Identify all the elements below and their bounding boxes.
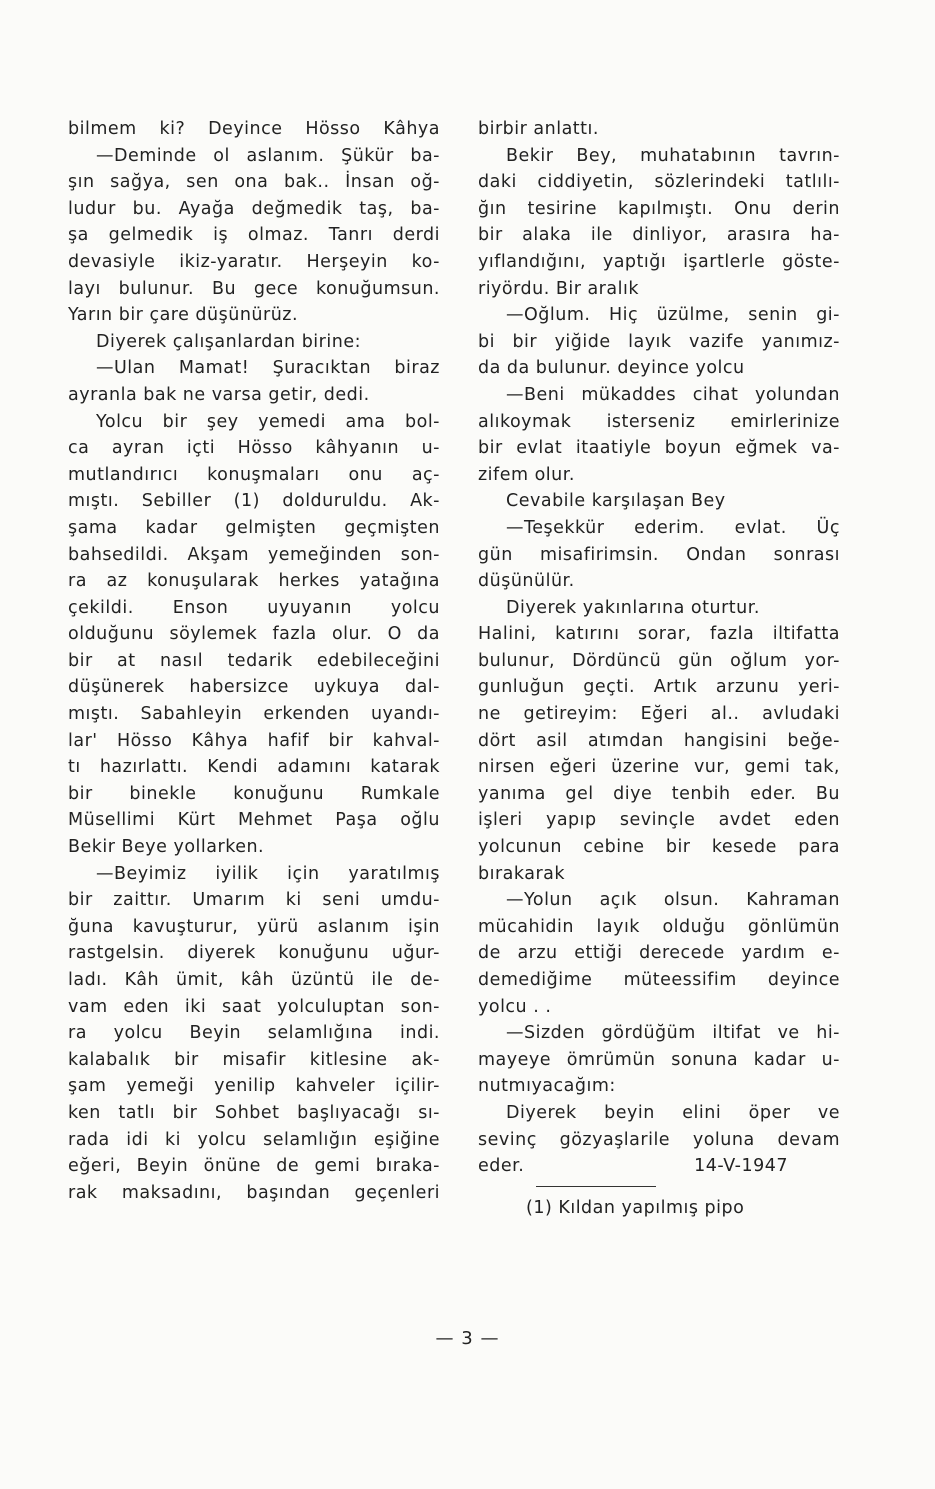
- left-line: rada idi ki yolcu selamlığın eşiğine: [68, 1129, 440, 1150]
- right-line: Bekir Bey, muhatabının tavrın-: [506, 145, 840, 166]
- right-line: —Oğlum. Hiç üzülme, senin gi-: [506, 305, 840, 326]
- left-line: şama kadar gelmişten geçmişten: [68, 517, 440, 538]
- left-line: Bekir Beye yollarken.: [68, 837, 265, 858]
- right-line: Halini, katırını sorar, fazla iltifatta: [478, 624, 840, 645]
- left-line: rak maksadını, başından geçenleri: [68, 1182, 440, 1203]
- left-line: Yarın bir çare düşünürüz.: [68, 305, 299, 326]
- right-line: Cevabile karşılaşan Bey: [506, 491, 726, 512]
- left-line: kalabalık bir misafir kitlesine ak-: [68, 1049, 440, 1070]
- right-line: bi bir yiğide layık vazife yanımız-: [478, 331, 840, 352]
- left-line: ra yolcu Beyin selamlığına indi.: [68, 1023, 440, 1044]
- right-line: gunluğun geçti. Artık arzunu yeri-: [478, 677, 840, 698]
- right-line: işleri yapıp sevinçle avdet eden: [478, 810, 840, 831]
- closing-word: eder.: [478, 1156, 525, 1177]
- right-line: Diyerek beyin elini öper ve: [506, 1102, 840, 1123]
- left-line: tı hazırlattı. Kendi adamını katarak: [68, 757, 440, 778]
- right-line: ğın tesirine kapılmıştı. Onu derin: [478, 198, 840, 219]
- right-line: —Yolun açık olsun. Kahraman: [506, 890, 840, 911]
- left-line: düşünerek habersizce uykuya dal-: [68, 677, 440, 698]
- right-line: alıkoymak isterseniz emirlerinize: [478, 411, 840, 432]
- right-line: zifem olur.: [478, 464, 575, 485]
- right-line: ne getireyim: Eğeri al.. avludaki: [478, 704, 840, 725]
- left-line: bir binekle konuğunu Rumkale: [68, 783, 440, 804]
- left-line: ca ayran içti Hösso kâhyanın u-: [68, 438, 440, 459]
- left-line: ladı. Kâh ümit, kâh üzüntü ile de-: [68, 970, 440, 990]
- right-line: bir alaka ile dinliyor, arasıra ha-: [478, 225, 840, 246]
- footnote-rule: [536, 1186, 656, 1187]
- left-line: vam eden iki saat yolculuptan son-: [68, 996, 440, 1017]
- left-line: devasiyle ikiz-yaratır. Herşeyin ko-: [68, 251, 440, 272]
- right-line: mayeye ömrümün sonuna kadar u-: [478, 1049, 840, 1070]
- right-line: birbir anlattı.: [478, 119, 599, 139]
- right-line: —Beni mükaddes cihat yolundan: [506, 384, 840, 405]
- left-line: —Deminde ol aslanım. Şükür ba-: [96, 145, 440, 166]
- right-line: yolcunun cebine bir kesede para: [478, 837, 840, 858]
- left-line: ayranla bak ne varsa getir, dedi.: [68, 384, 370, 405]
- left-line: ğuna kavuşturur, yürü aslanım işin: [68, 916, 440, 937]
- left-line: Yolcu bir şey yemedi ama bol-: [96, 411, 440, 432]
- left-text-column: [68, 116, 440, 1206]
- left-line: ra az konuşularak herkes yatağına: [68, 571, 440, 592]
- right-line: —Sizden gördüğüm iltifat ve hi-: [506, 1023, 840, 1044]
- right-line: riyördu. Bir aralık: [478, 278, 639, 299]
- page-number: — 3 —: [435, 1328, 500, 1349]
- left-line: olduğunu söylemek fazla olur. O da: [68, 624, 440, 645]
- left-line: mutlandırıcı konuşmaları onu aç-: [68, 464, 440, 485]
- left-line: ludur bu. Ayağa değmedik taş, ba-: [68, 198, 440, 219]
- left-line: şam yemeği yenilip kahveler içilir-: [68, 1076, 440, 1097]
- left-line: lar' Hösso Kâhya hafif bir kahval-: [68, 730, 440, 751]
- left-line: mıştı. Sebiller (1) dolduruldu. Ak-: [68, 491, 440, 512]
- right-line: da da bulunur. deyince yolcu: [478, 358, 745, 379]
- right-line: yolcu . .: [478, 996, 552, 1017]
- left-line: bir at nasıl tedarik edebileceğini: [68, 650, 440, 671]
- left-line: eğeri, Beyin önüne de gemi bıraka-: [68, 1156, 440, 1177]
- left-line: şın sağya, sen ona bak.. İnsan oğ-: [68, 172, 440, 193]
- right-line: nirsen eğeri üzerine vur, gemi tak,: [478, 757, 840, 778]
- right-line: de arzu ettiği derecede yardım e-: [478, 943, 840, 964]
- right-line: —Teşekkür ederim. evlat. Üç: [506, 517, 840, 538]
- date-text: 14-V-1947: [694, 1156, 788, 1177]
- left-line: —Beyimiz iyilik için yaratılmış: [96, 863, 440, 884]
- left-line: layı bulunur. Bu gece konuğumsun.: [68, 278, 440, 299]
- left-line: bahsedildi. Akşam yemeğinden son-: [68, 544, 440, 565]
- right-line: nutmıyacağım:: [478, 1076, 616, 1097]
- left-line: çekildi. Enson uyuyanın yolcu: [68, 597, 440, 618]
- right-line: bulunur, Dördüncü gün oğlum yor-: [478, 650, 840, 671]
- closing-line: [478, 1153, 840, 1180]
- left-line: bir zaittır. Umarım ki seni umdu-: [68, 890, 440, 911]
- right-line: yıflandığını, yaptığı işartlerle göste-: [478, 251, 840, 272]
- left-line: rastgelsin. diyerek konuğunu uğur-: [68, 943, 440, 964]
- right-column-lines: [478, 116, 840, 1153]
- right-line: Diyerek yakınlarına oturtur.: [506, 597, 760, 618]
- right-line: düşünülür.: [478, 571, 575, 592]
- left-line: —Ulan Mamat! Şuracıktan biraz: [96, 358, 440, 379]
- right-line: bir evlat itaatiyle boyun eğmek va-: [478, 438, 840, 459]
- right-line: dört asil atımdan hangisini beğe-: [478, 730, 840, 751]
- right-line: bırakarak: [478, 863, 565, 884]
- right-line: mücahidin layık olduğu gönlümün: [478, 916, 840, 937]
- left-line: Diyerek çalışanlardan birine:: [96, 331, 361, 352]
- left-line: Müsellimi Kürt Mehmet Paşa oğlu: [68, 810, 440, 831]
- left-line: bilmem ki? Deyince Hösso Kâhya: [68, 119, 440, 139]
- right-text-column: [478, 116, 840, 1221]
- left-line: şa gelmedik iş olmaz. Tanrı derdi: [68, 225, 440, 246]
- right-line: sevinç gözyaşlarile yoluna devam: [478, 1129, 840, 1150]
- footnote: (1) Kıldan yapılmış pipo: [526, 1197, 745, 1218]
- right-line: yanıma gel diye tenbih eder. Bu: [478, 783, 840, 804]
- left-line: ken tatlı bir Sohbet başlıyacağı sı-: [68, 1102, 440, 1123]
- left-line: mıştı. Sabahleyin erkenden uyandı-: [68, 704, 440, 725]
- right-line: demediğime müteessifim deyince: [478, 970, 840, 990]
- right-line: daki ciddiyetin, sözlerindeki tatlılı-: [478, 172, 840, 193]
- right-line: gün misafirimsin. Ondan sonrası: [478, 544, 840, 565]
